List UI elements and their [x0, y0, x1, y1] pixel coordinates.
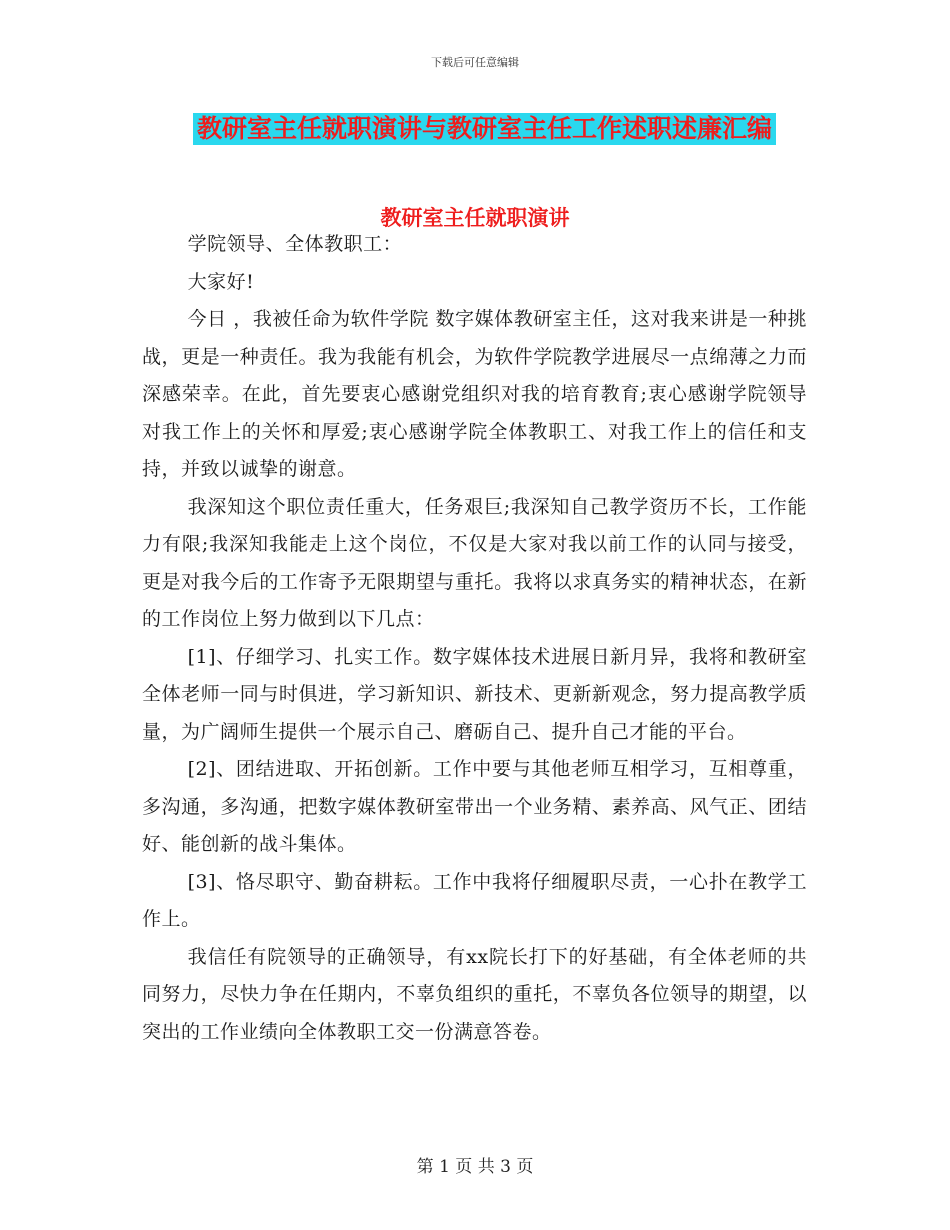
greeting: 大家好!	[187, 270, 255, 293]
paragraph: [1]、仔细学习、扎实工作。数字媒体技术进展日新月异，我将和教研室全体老师一同与时俱进，学习新知识、新技术、更新新观念，努力提高教学质量，为广阔师生提供一个展示自己、磨砺自己、提升自己才能的平台。	[142, 645, 807, 743]
paragraph: 今日 ，我被任命为软件学院 数字媒体教研室主任，这对我来讲是一种挑战，更是一种责任。我为我能有机会，为软件学院教学进展尽一点绵薄之力而深感荣幸。在此，首先要衷心感谢党组织对我的培育教育;衷心感谢学院领导对我工作上的关怀和厚爱;衷心感谢学院全体教职工、对我工作上的信任和支持，并致以诚挚的谢意。	[142, 308, 807, 480]
page-footer: 第 1 页 共 3 页	[416, 1157, 534, 1177]
document-title: 教研室主任就职演讲与教研室主任工作述职述廉汇编	[193, 113, 776, 145]
salutation: 学院领导、全体教职工：	[187, 233, 403, 255]
header-note: 下载后可任意编辑	[431, 56, 519, 69]
paragraph: [2]、团结进取、开拓创新。工作中要与其他老师互相学习，互相尊重，多沟通，多沟通，把数字媒体教研室带出一个业务精、素养高、风气正、团结好、能创新的战斗集体。	[142, 758, 807, 855]
paragraph: 我深知这个职位责任重大，任务艰巨;我深知自己教学资历不长，工作能力有限;我深知我能走上这个岗位，不仅是大家对我以前工作的认同与接受，更是对我今后的工作寄予无限期望与重托。我将以求真务实的精神状态，在新的工作岗位上努力做到以下几点：	[142, 495, 807, 630]
section-title: 教研室主任就职演讲	[380, 206, 570, 230]
document-body	[142, 226, 807, 1051]
paragraph: 我信任有院领导的正确领导，有xx院长打下的好基础，有全体老师的共同努力，尽快力争在任期内，不辜负组织的重托，不辜负各位领导的期望，以突出的工作业绩向全体教职工交一份满意答卷。	[142, 945, 807, 1043]
paragraph: [3]、恪尽职守、勤奋耕耘。工作中我将仔细履职尽责，一心扑在教学工作上。	[142, 870, 807, 930]
